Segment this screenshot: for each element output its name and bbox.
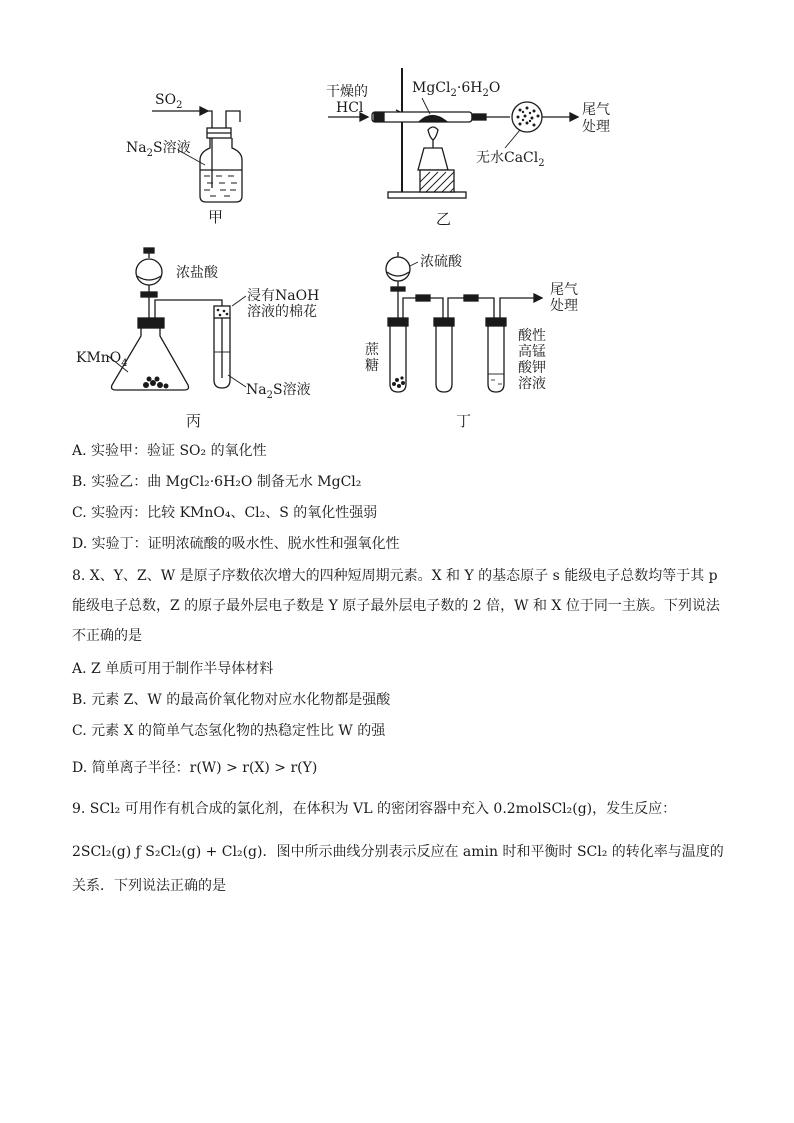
jia-gas-label: $SO_2$ <box>155 92 183 111</box>
yi-drier-label: 无水CaCl$_2$ <box>476 150 545 169</box>
ding-tail-top-label: 尾气 <box>550 282 578 298</box>
yi-solid-label: $MgCl_2\cdot 6H_2O$ <box>412 80 501 99</box>
q8-option-c: C. 元素 X 的简单气态氢化物的热稳定性比 W 的强 <box>72 723 386 739</box>
caption-yi: 乙 <box>436 210 452 228</box>
bing-cotton-line1: 浸有NaOH <box>247 288 320 304</box>
yi-tail-top-label: 尾气 <box>582 102 610 118</box>
bing-solution-label: $Na_2S$溶液 <box>246 382 311 401</box>
q9-stem-line1: 9. SCl₂ 可用作有机合成的氯化剂，在体积为 VL 的密闭容器中充入 0.2molSCl₂(g)，发生反应： <box>72 801 677 817</box>
yi-gas-bottom-label: HCl <box>336 100 364 116</box>
apparatus-figures <box>0 0 794 440</box>
ding-sugar-label-1: 蔗 <box>365 342 379 358</box>
ding-kmno4-label-2: 高锰 <box>518 344 546 360</box>
q8-option-b: B. 元素 Z、W 的最高价氧化物对应水化物都是强酸 <box>72 692 391 708</box>
ding-kmno4-label-1: 酸性 <box>518 328 546 344</box>
yi-tail-bottom-label: 处理 <box>582 119 610 135</box>
caption-jia: 甲 <box>208 208 224 226</box>
ding-tail-bottom-label: 处理 <box>550 298 578 314</box>
bing-acid-label: 浓盐酸 <box>176 265 218 281</box>
ding-kmno4-label-4: 溶液 <box>518 376 546 392</box>
q9-stem-line2: 2SCl₂(g) ƒ S₂Cl₂(g) + Cl₂(g)．图中所示曲线分别表示反应在 amin 时和平衡时 SCl₂ 的转化率与温度的 <box>72 844 724 860</box>
bing-oxidant-label: KMnO$_4$ <box>76 350 128 369</box>
caption-bing: 丙 <box>186 412 202 430</box>
jia-solution-label: $Na_2S$溶液 <box>126 140 191 159</box>
bing-cotton-line2: 溶液的棉花 <box>247 304 317 320</box>
ding-kmno4-label-3: 酸钾 <box>518 360 546 376</box>
apparatus-drawings <box>0 0 794 440</box>
yi-gas-top-label: 干燥的 <box>326 84 368 100</box>
q8-stem: 8. X、Y、Z、W 是原子序数依次增大的四种短周期元素。X 和 Y 的基态原子 s 能级电子总数均等于其 p 能级电子总数，Z 的原子最外层电子数是 Y 原子最外层电子数的 2 倍，W 和 X 位于同一主族。下列说法不正确的是 <box>72 568 720 644</box>
q8-option-d: D. 简单离子半径：r(W) > r(X) > r(Y) <box>72 760 318 776</box>
ding-acid-label: 浓硫酸 <box>420 254 462 270</box>
q7-option-b: B. 实验乙：曲 MgCl₂·6H₂O 制备无水 MgCl₂ <box>72 474 362 490</box>
q9-stem-line3: 关系．下列说法正确的是 <box>72 878 226 894</box>
q7-option-c: C. 实验丙：比较 KMnO₄、Cl₂、S 的氧化性强弱 <box>72 505 378 521</box>
q7-option-d: D. 实验丁：证明浓硫酸的吸水性、脱水性和强氧化性 <box>72 536 400 552</box>
q8-option-a: A. Z 单质可用于制作半导体材料 <box>72 661 274 677</box>
ding-sugar-label-2: 糖 <box>365 358 379 374</box>
q7-option-a: A. 实验甲：验证 SO₂ 的氧化性 <box>72 443 267 459</box>
caption-ding: 丁 <box>456 412 472 430</box>
